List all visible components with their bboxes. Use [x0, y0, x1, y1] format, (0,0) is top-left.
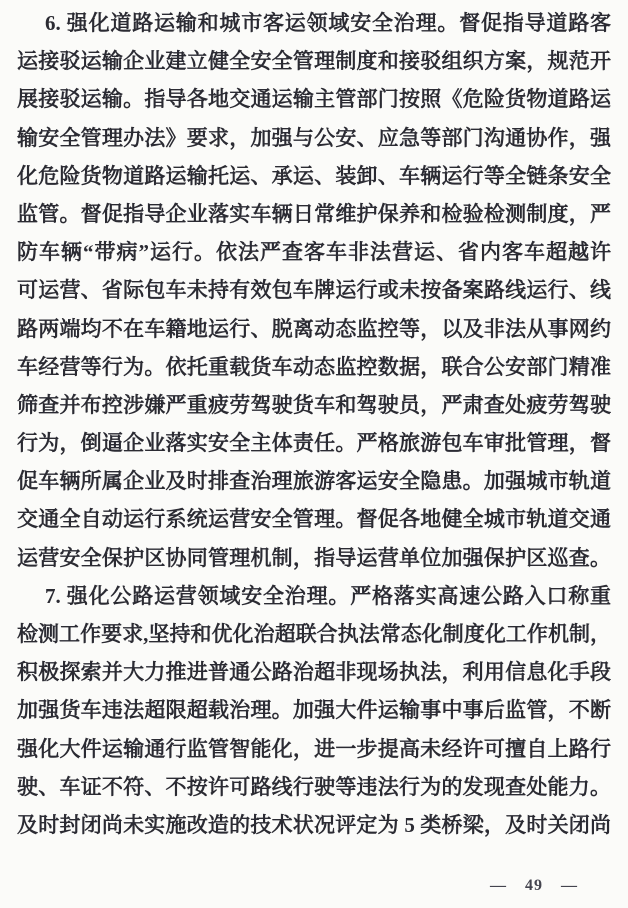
text-line: 7. 强化公路运营领域安全治理。严格落实高速公路入口称重 — [45, 583, 611, 608]
text-line: 展接驳运输。指导各地交通运输主管部门按照《危险货物道路运 — [17, 87, 611, 112]
text-line: 化危险货物道路运输托运、承运、装卸、车辆运行等全链条安全 — [17, 163, 611, 188]
text-line: 筛查并布控涉嫌严重疲劳驾驶货车和驾驶员，严肃查处疲劳驾驶 — [17, 392, 611, 417]
text-line: 交通全自动运行系统运营安全管理。督促各地健全城市轨道交通 — [17, 507, 611, 532]
text-line: 及时封闭尚未实施改造的技术状况评定为 5 类桥梁，及时关闭尚 — [17, 812, 611, 837]
text-line: 积极探索并大力推进普通公路治超非现场执法，利用信息化手段 — [17, 660, 611, 685]
text-line: 输安全管理办法》要求，加强与公安、应急等部门沟通协作，强 — [17, 125, 611, 150]
text-line: 运营安全保护区协同管理机制，指导运营单位加强保护区巡查。 — [17, 545, 611, 570]
text-line: 驶、车证不符、不按许可路线行驶等违法行为的发现查处能力。 — [17, 774, 611, 799]
text-line: 促车辆所属企业及时排查治理旅游客运安全隐患。加强城市轨道 — [17, 469, 611, 494]
text-line: 加强货车违法超限超载治理。加强大件运输事中事后监管，不断 — [17, 698, 611, 723]
text-line: 路两端均不在车籍地运行、脱离动态监控等，以及非法从事网约 — [17, 316, 611, 341]
document-body — [17, 4, 611, 844]
text-line: 检测工作要求,坚持和优化治超联合执法常态化制度化工作机制， — [17, 622, 611, 646]
page-number-text: — 49 — — [490, 877, 578, 894]
text-line: 监管。督促指导企业落实车辆日常维护保养和检验检测制度，严 — [17, 201, 611, 226]
text-line: 车经营等行为。依托重载货车动态监控数据，联合公安部门精准 — [17, 354, 611, 379]
text-line: 防车辆“带病”运行。依法严查客车非法营运、省内客车超越许 — [17, 240, 611, 265]
text-line: 6. 强化道路运输和城市客运领域安全治理。督促指导道路客 — [45, 11, 611, 35]
text-line: 可运营、省际包车未持有效包车牌运行或未按备案路线运行、线 — [17, 278, 611, 303]
page-number — [490, 877, 578, 895]
text-line: 行为，倒逼企业落实安全主体责任。严格旅游包车审批管理，督 — [17, 431, 611, 456]
text-line: 强化大件运输通行监管智能化，进一步提高未经许可擅自上路行 — [17, 736, 611, 761]
text-line: 运接驳运输企业建立健全安全管理制度和接驳组织方案，规范开 — [17, 49, 611, 74]
